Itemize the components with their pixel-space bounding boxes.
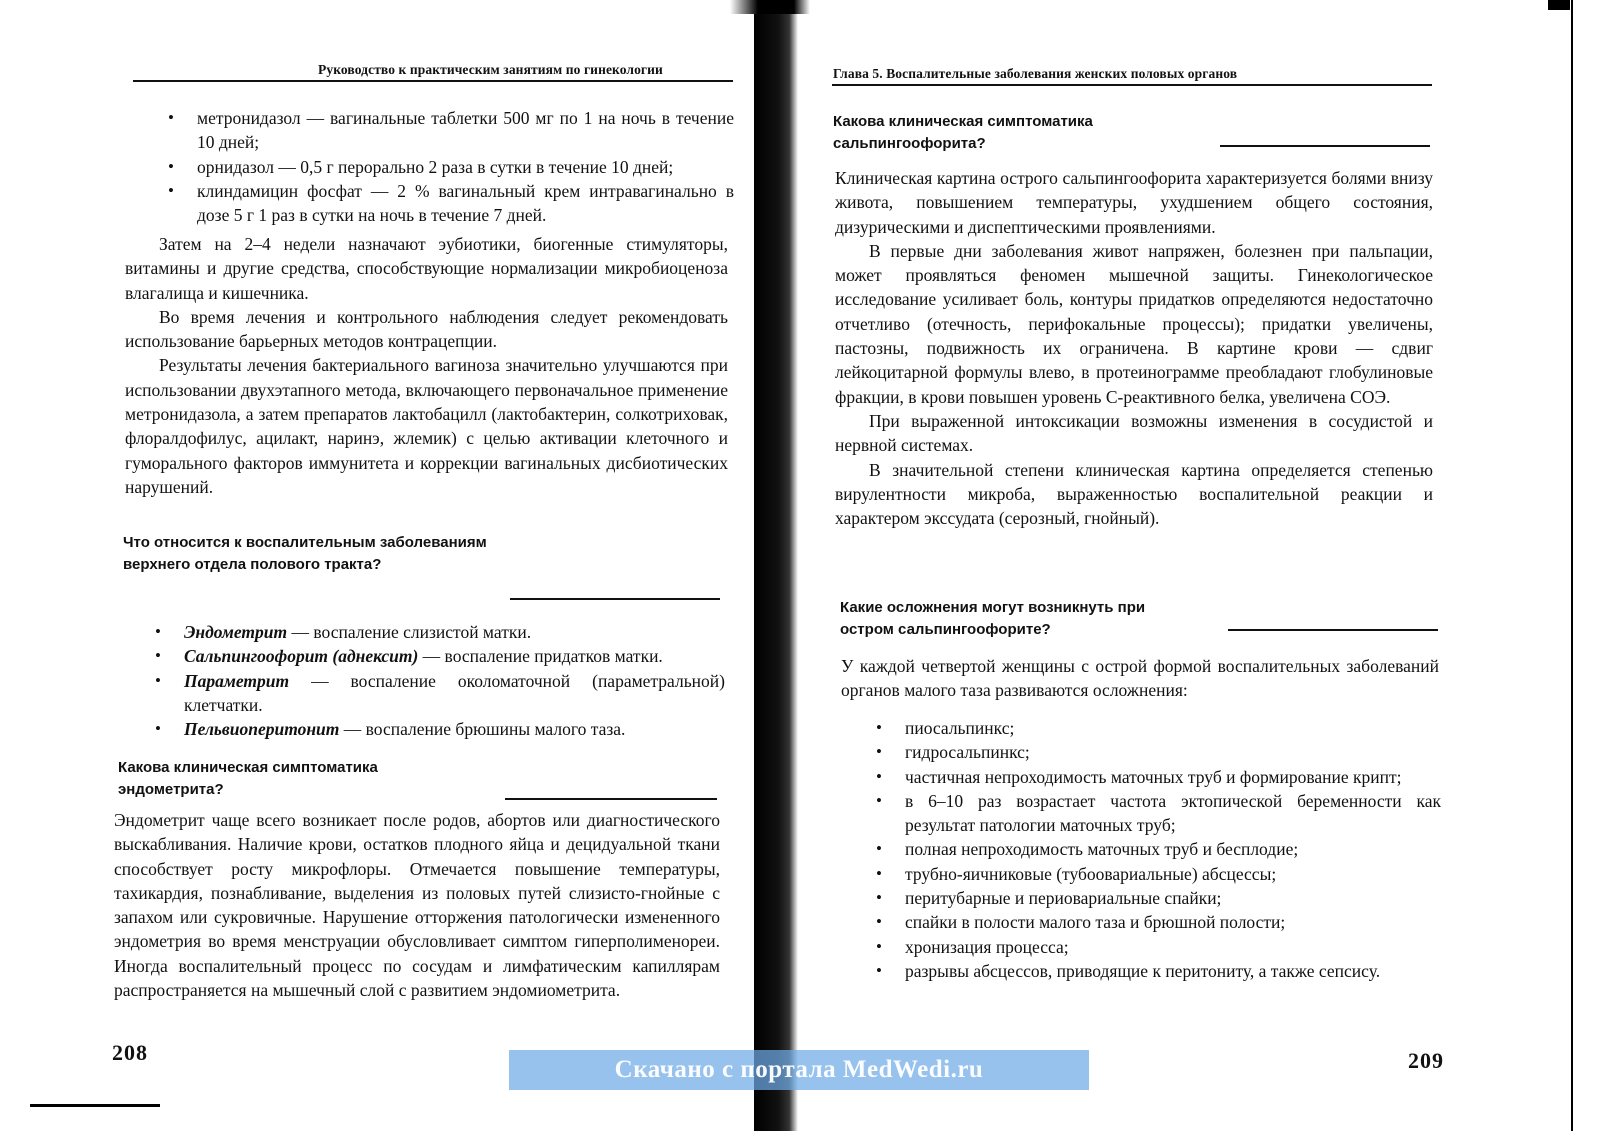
term: Параметрит <box>184 670 290 691</box>
list-item: • метронидазол — вагинальные таблетки 500 мг по 1 на ночь в течение 10 дней; <box>168 106 734 155</box>
paragraph: Результаты лечения бактериального вагиноза значительно улучшаются при использовании двухэтапного метода, включающего первоначальное применение метронидазола, а затем препаратов лактобацилл (лактобактерин, солкотриховак, флоралдофилус, ацилакт, наринэ, жлемик) с целью активации клеточного и гуморального факторов иммунитета и коррекции вагинальных дисбиотических нарушений. <box>125 355 728 497</box>
term: Сальпингоофорит (аднексит) <box>184 646 419 667</box>
endometritis-paragraph <box>114 808 720 1002</box>
treatment-list <box>168 106 734 227</box>
section-heading: Какова клиническая симптоматика сальпингоофорита? <box>833 113 1093 152</box>
section-heading: Какова клиническая симптоматика эндометрита? <box>118 759 378 798</box>
complications-intro <box>841 654 1439 703</box>
paragraph: Эндометрит чаще всего возникает после родов, абортов или диагностического выскабливания. Наличие крови, остатков плодного яйца и децидуальной ткани способствует росту микрофлоры. Отмечается повышение температуры, тахикардия, познабливание, выделения из половых путей слизисто-гнойные с запахом или сукровичные. Нарушение отторжения патологически измененного эндометрия во время менструации обусловливает симптом гиперполименореи. Иногда воспалительный процесс по сосудам и лимфатическим капиллярам распространяется на мышечный слой с развитием эндомиометрита. <box>114 810 720 1001</box>
term-description: — воспаление околоматочной (параметральной) клетчатки. <box>184 670 725 715</box>
list-item: • спайки в полости малого таза и брюшной полости; <box>876 910 1441 934</box>
list-item: • клиндамицин фосфат — 2 % вагинальный крем интравагинально в дозе 5 г 1 раз в сутки на ночь в течение 7 дней. <box>168 179 734 228</box>
disease-list <box>155 620 725 741</box>
running-head-right: Глава 5. Воспалительные заболевания женских половых органов <box>833 66 1238 81</box>
header-rule-left <box>133 80 733 82</box>
list-item: • трубно-яичниковые (тубоовариальные) абсцессы; <box>876 862 1441 886</box>
list-item: • частичная непроходимость маточных труб и формирование крипт; <box>876 765 1441 789</box>
paragraph: Во время лечения и контрольного наблюдения следует рекомендовать использование барьерных методов контрацепции. <box>125 306 728 352</box>
term: Эндометрит <box>184 622 288 642</box>
list-item <box>155 669 725 718</box>
right-page <box>800 0 1600 1131</box>
download-watermark: Скачано с портала MedWedi.ru <box>509 1050 1089 1090</box>
heading-rule <box>505 798 717 800</box>
list-item: • орнидазол — 0,5 г перорально 2 раза в сутки в течение 10 дней; <box>168 155 734 179</box>
header-rule-right <box>832 84 1432 86</box>
heading-rule <box>1228 629 1438 631</box>
book-gutter-top <box>730 0 810 14</box>
page-number: 209 <box>1408 1048 1444 1073</box>
section-heading: Какие осложнения могут возникнуть при остром сальпингоофорите? <box>840 599 1146 638</box>
term: Пельвиоперитонит <box>184 719 340 740</box>
list-item: • разрывы абсцессов, приводящие к перитониту, а также сепсису. <box>876 959 1441 983</box>
scan-bottom-mark <box>30 1104 160 1107</box>
paragraph: При выраженной интоксикации возможны изменения в сосудистой и нервной системах. <box>835 410 1433 456</box>
list-item: • хронизация процесса; <box>876 935 1441 959</box>
list-item <box>155 644 725 668</box>
list-item: • гидросальпинкс; <box>876 740 1441 764</box>
list-item: • перитубарные и периовариальные спайки; <box>876 886 1441 910</box>
left-page <box>0 0 770 1131</box>
list-item: • пиосальпинкс; <box>876 716 1441 740</box>
salpingitis-paragraphs <box>835 166 1433 530</box>
paragraph: У каждой четвертой женщины с острой формой воспалительных заболеваний органов малого таза развиваются осложнения: <box>841 656 1439 701</box>
term-description: — воспаление придатков матки. <box>418 646 663 667</box>
list-item <box>155 717 725 741</box>
heading-rule <box>510 598 720 600</box>
list-item: • в 6–10 раз возрастает частота эктопической беременности как результат патологии маточных труб; <box>876 789 1441 838</box>
section-heading: Что относится к воспалительным заболеваниям верхнего отдела полового тракта? <box>123 534 487 573</box>
paragraph: В значительной степени клиническая картина определяется степенью вирулентности микроба, выраженностью воспалительной реакции и характером экссудата (серозный, гнойный). <box>835 459 1433 529</box>
paragraph: Клиническая картина острого сальпингоофорита характеризуется болями внизу живота, повышением температуры, ухудшением общего состояния, дизурическими и диспептическими проявлениями. <box>835 168 1433 237</box>
paragraph: Затем на 2–4 недели назначают эубиотики, биогенные стимуляторы, витамины и другие средства, способствующие нормализации микробиоценоза влагалища и кишечника. <box>125 234 728 303</box>
complications-list <box>876 716 1441 983</box>
treatment-paragraphs <box>125 232 728 499</box>
list-item <box>155 620 725 644</box>
list-item: • полная непроходимость маточных труб и бесплодие; <box>876 837 1441 861</box>
heading-rule <box>1220 145 1430 147</box>
paragraph: В первые дни заболевания живот напряжен, болезнен при пальпации, может проявляться феномен мышечной защиты. Гинекологическое исследование усиливает боль, контуры придатков определяются недостаточно отчетливо (отечность, перифокальные процессы); придатки увеличены, пастозны, подвижность их ограничена. В картине крови — сдвиг лейкоцитарной формулы влево, в протеинограмме преобладают глобулиновые фракции, в крови повышен уровень С-реактивного белка, увеличена СОЭ. <box>835 240 1433 407</box>
book-gutter-shadow <box>754 0 798 1131</box>
term-description: — воспаление слизистой матки. <box>287 622 532 642</box>
page-number: 208 <box>112 1040 148 1065</box>
term-description: — воспаление брюшины малого таза. <box>339 719 626 740</box>
running-head-left: Руководство к практическим занятиям по гинекологии <box>318 62 663 77</box>
